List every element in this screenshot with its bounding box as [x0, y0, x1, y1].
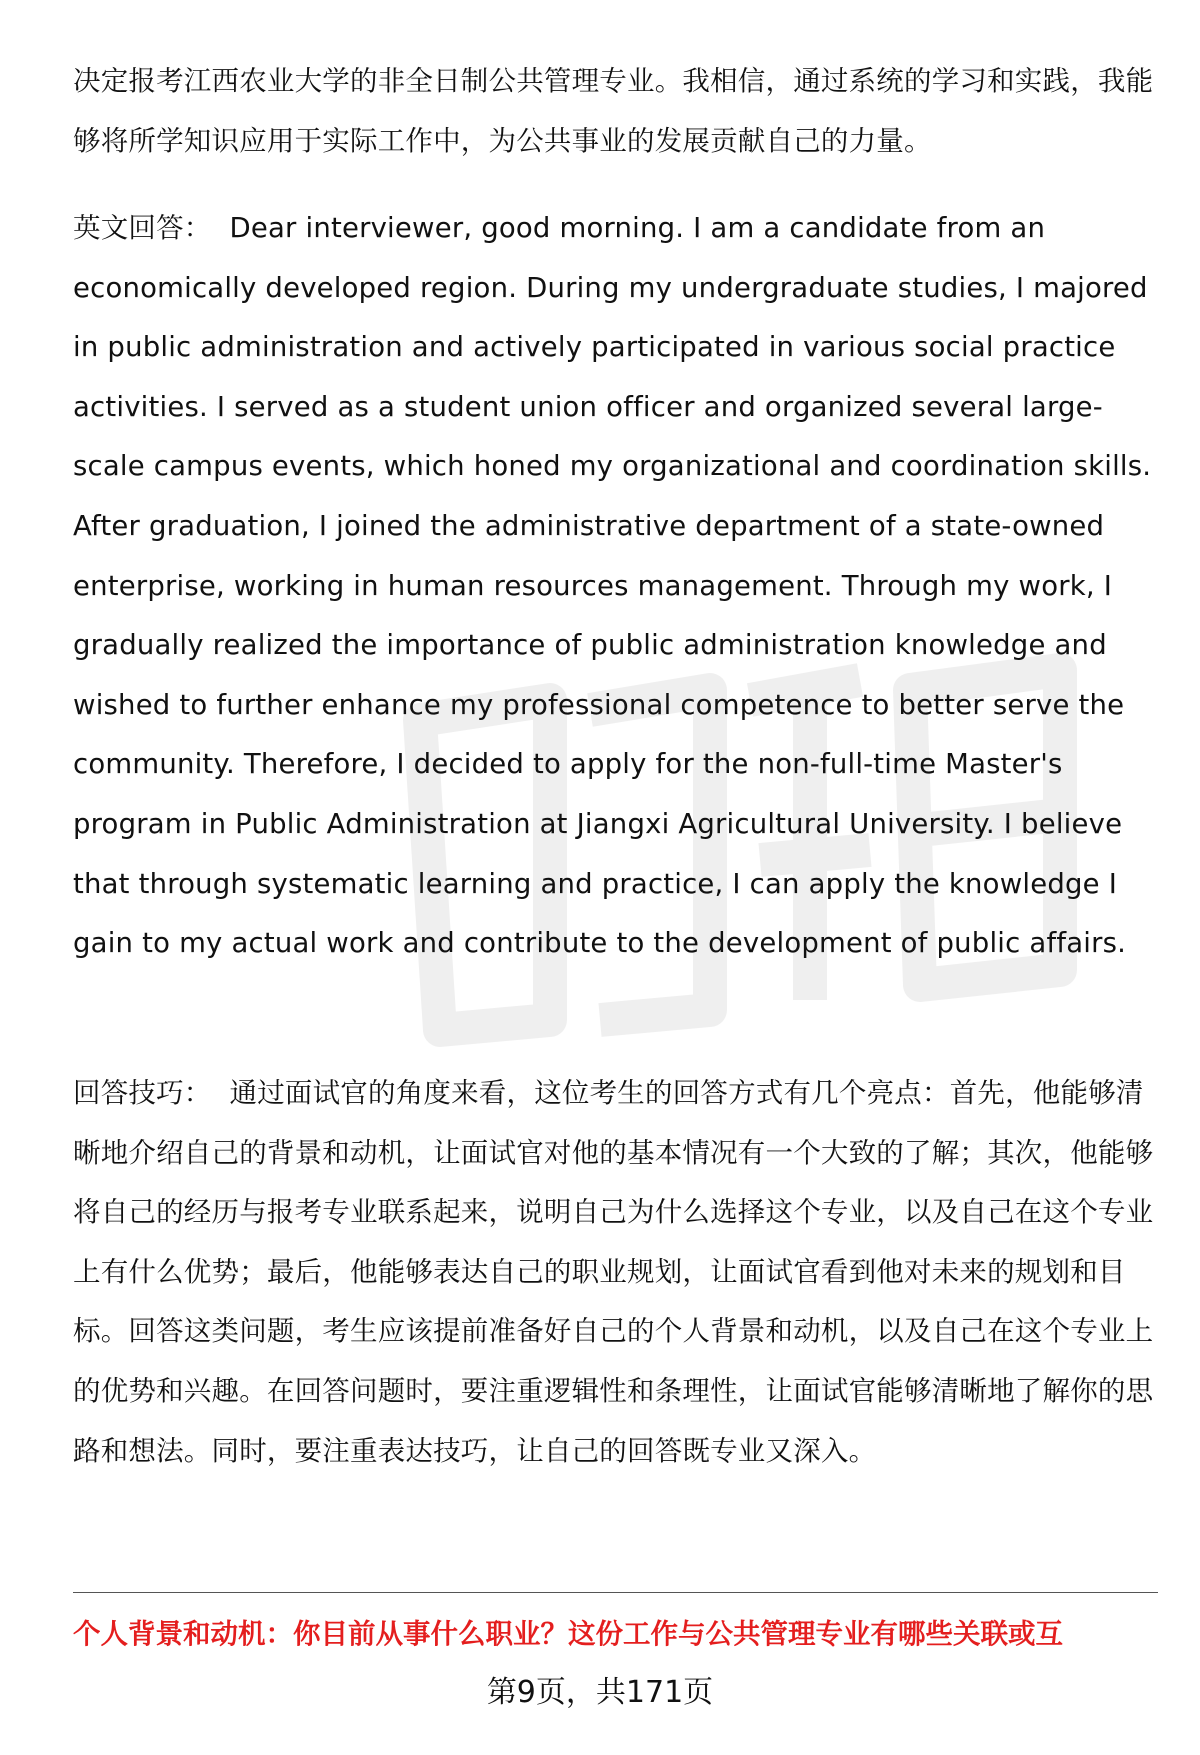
- english-answer-text: Dear interviewer, good morning. I am a candidate from an economically developed region. During my undergraduate studies, I majored in public administration and actively participated in various social practice activities. I served as a student union officer and organized several large-scale campus events, which honed my organizational and coordination skills. After graduation, I joined the administrative department of a state-owned enterprise, working in human resources management. Through my work, I gradually realized the importance of public administration knowledge and wished to further enhance my professional competence to better serve the community. Therefore, I decided to apply for the non-full-time Master's program in Public Administration at Jiangxi Agricultural University. I believe that through systematic learning and practice, I can apply the knowledge I gain to my actual work and contribute to the development of public affairs.: [73, 212, 1152, 960]
- answer-tips-label: 回答技巧：: [73, 1077, 212, 1109]
- next-question-heading: 个人背景和动机：你目前从事什么职业？这份工作与公共管理专业有哪些关联或互: [73, 1618, 1063, 1650]
- answer-tips-text: 通过面试官的角度来看，这位考生的回答方式有几个亮点：首先，他能够清晰地介绍自己的背景和动机，让面试官对他的基本情况有一个大致的了解；其次，他能够将自己的经历与报考专业联系起来，说明自己为什么选择这个专业，以及自己在这个专业上有什么优势；最后，他能够表达自己的职业规划，让面试官看到他对未来的规划和目标。回答这类问题，考生应该提前准备好自己的个人背景和动机，以及自己在这个专业上的优势和兴趣。在回答问题时，要注重逻辑性和条理性，让面试官能够清晰地了解你的思路和想法。同时，要注重表达技巧，让自己的回答既专业又深入。: [73, 1077, 1154, 1467]
- english-answer-paragraph: [73, 199, 1158, 974]
- answer-tips-paragraph: [73, 1064, 1158, 1481]
- section-divider: [73, 1592, 1158, 1593]
- english-answer-label: 英文回答：: [73, 212, 212, 244]
- page-number: 第9页，共171页: [486, 1675, 714, 1710]
- chinese-answer-ending: 决定报考江西农业大学的非全日制公共管理专业。我相信，通过系统的学习和实践，我能够将所学知识应用于实际工作中，为公共事业的发展贡献自己的力量。: [73, 65, 1154, 157]
